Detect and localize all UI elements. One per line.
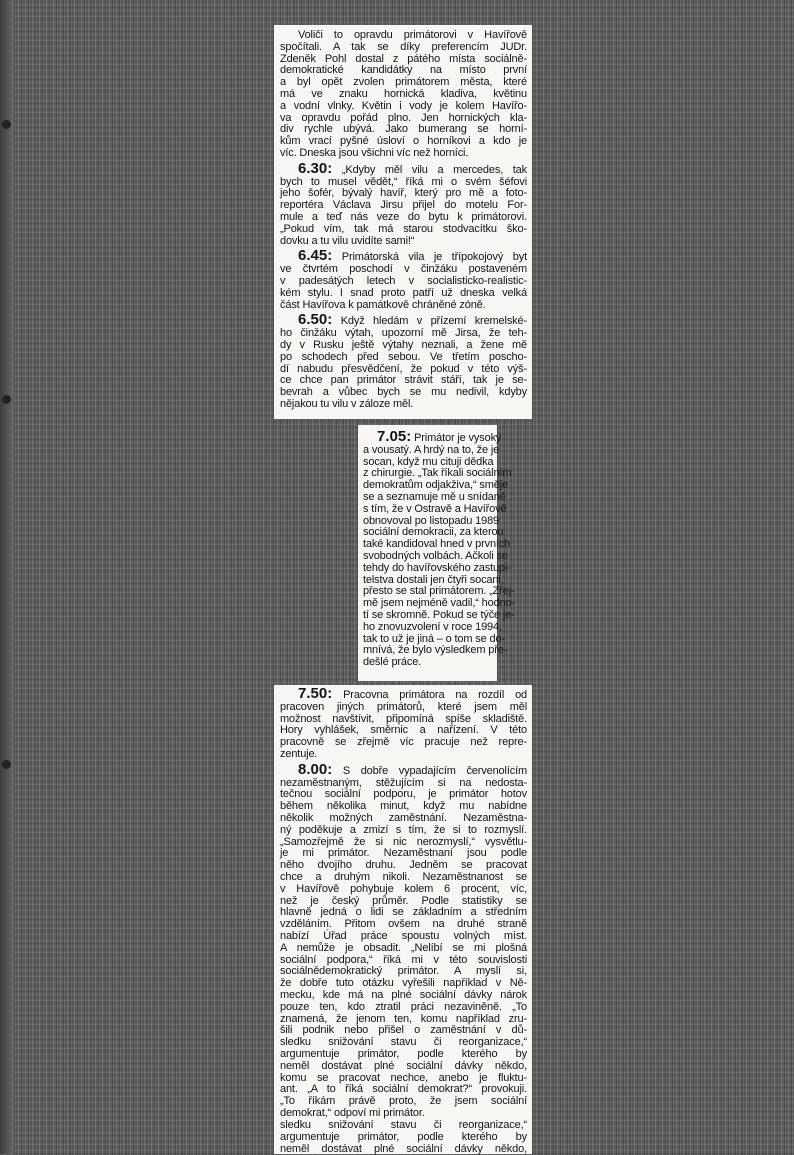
text-line: víc. Dneska jsou všichni víc než horníci. bbox=[280, 146, 469, 159]
text-line: také kandidoval hned v prvních bbox=[363, 538, 511, 551]
text-line: vzděláním. Přitom ovšem na druhé straně bbox=[280, 918, 527, 931]
text-line: a vodní vlnky. Květin i vody je kolem Havířo- bbox=[280, 99, 527, 112]
text-line: a byl opět zvolen primátorem města, které bbox=[280, 76, 527, 89]
text-line: z chirurgie. „Tak říkali sociálním bbox=[363, 467, 512, 480]
text-line: pracovně se zřejmě víc pracuje než repre- bbox=[280, 736, 527, 749]
text-line: v Havířově pohybuje kolem 6 procent, víc, bbox=[280, 882, 527, 895]
text-line: ho činžáku výtah, upozorní mě Jirsa, že teh- bbox=[280, 327, 527, 340]
text-line: Zdeněk Pohl dostal z pátého místa sociálně- bbox=[280, 52, 527, 65]
text-line: sledku snižování stavu či reorganizace,“ bbox=[280, 1036, 527, 1049]
text-line: reportéra Václava Jirsu přijel do motelu For- bbox=[280, 199, 527, 212]
article-paragraph bbox=[280, 685, 528, 761]
text-line: tí se skromně. Pokud se týče je- bbox=[363, 608, 515, 621]
text-line: po schodech před sebou. Ve třetím poscho- bbox=[280, 350, 527, 363]
binder-hole bbox=[2, 760, 11, 769]
text-line: svobodných volbách. Ačkoli se bbox=[363, 549, 508, 562]
text-line: během několika minut, když mu nabídne bbox=[280, 800, 527, 813]
text-line: tehdy do havířovského zastupi- bbox=[363, 561, 511, 574]
page-binding-edge bbox=[0, 0, 14, 1154]
text-line: než je český průměr. Podle statistiky se bbox=[280, 894, 527, 907]
text-line: nabízí Úřad práce spoustu volných míst. bbox=[280, 929, 527, 942]
article-paragraph bbox=[363, 428, 516, 669]
text-line: sledku snižování stavu či reorganizace,“ bbox=[280, 1119, 527, 1131]
text-line bbox=[363, 428, 502, 445]
text-line: mecku, kde má na plné sociální dávky nárok bbox=[280, 988, 527, 1001]
text-line: něho dvojího druhu. Jedněm se pracovat bbox=[280, 859, 527, 872]
text-line: ho znovuzvolení v roce 1994, bbox=[363, 620, 502, 633]
text-line: demokrat,“ odpoví mi primátor. bbox=[280, 1106, 425, 1119]
time-heading: 8.00: bbox=[298, 760, 333, 778]
text-line: šili podnik nebo přišel o zaměstnání v dů- bbox=[280, 1024, 527, 1037]
article-paragraph bbox=[280, 30, 527, 160]
text-line: kém stylu. I snad proto patří už dneska velká bbox=[280, 286, 527, 299]
text-line-content: Primátorská vila je třípokojový byt bbox=[341, 251, 528, 264]
text-line: A nemůže je obsadit. „Nelíbí se mi plošná bbox=[280, 941, 527, 954]
text-line: chce a druhým nikoli. Nezaměstnanost se bbox=[280, 870, 527, 883]
newspaper-clipping-2 bbox=[358, 425, 516, 681]
article-paragraph bbox=[280, 311, 527, 410]
text-line: neměl dostávat plné sociální dávky někdo, bbox=[280, 1059, 527, 1072]
text-line: argumentuje primátor, podle kterého by bbox=[280, 1047, 527, 1060]
text-line: nezaměstnaným, stěžujícím si na nedosta- bbox=[280, 776, 527, 789]
text-line: telstva dostali jen čtyři socani, bbox=[363, 573, 504, 586]
text-line: dí nabudu přesvědčení, že pokud v této výš- bbox=[280, 362, 527, 375]
text-line: ce chce pan primátor strávit stáří, tak je se- bbox=[280, 374, 527, 387]
text-line: tak to už je jiná – o tom se do- bbox=[363, 632, 505, 645]
newspaper-clipping-fragment bbox=[274, 1120, 532, 1154]
text-line: spočítali. A tak se díky preferencím JUDr. bbox=[280, 40, 527, 53]
newspaper-clipping-3 bbox=[274, 685, 532, 1122]
text-line: je mi primátor. Nezaměstnaní jsou podle bbox=[280, 847, 527, 860]
text-line: dy v Rusku ještě výtahy neznali, a žene mě bbox=[280, 338, 527, 351]
text-line: va opravdu pořád plno. Jen hornických kla- bbox=[280, 111, 527, 124]
text-line: a vousatý. A hrdý na to, že je bbox=[363, 443, 500, 456]
text-line: bych to musel vědět,“ říká mi o svém šéfovi bbox=[280, 175, 527, 188]
text-line bbox=[280, 760, 527, 778]
text-line bbox=[280, 685, 528, 702]
text-line: „Pokud vím, tak má starou stodvacítku ško- bbox=[280, 222, 527, 235]
text-line: neměl dostávat plné sociální dávky někdo, bbox=[280, 1142, 527, 1155]
time-heading: 6.30: bbox=[298, 159, 333, 177]
text-line: přesto se stal primátorem. „Zřej- bbox=[363, 585, 515, 598]
article-paragraph bbox=[280, 760, 527, 1120]
newspaper-clipping-1 bbox=[274, 25, 532, 419]
text-line: sociální demokracii, za kterou bbox=[363, 526, 504, 539]
text-line: s tím, že v Ostravě a Havířově bbox=[363, 502, 507, 515]
text-line: dešlé práce. bbox=[363, 656, 422, 669]
text-line bbox=[280, 159, 527, 177]
text-line: ve čtvrtém poschodí v činžáku postaveném bbox=[280, 263, 527, 276]
time-heading: 7.50: bbox=[298, 685, 333, 702]
text-line: hlavně jedná o lidi se základním a středním bbox=[280, 906, 527, 919]
text-line: mě jsem nejméně vadil,“ hodno- bbox=[363, 597, 516, 610]
text-line: sociálnědemokratický primátor. A myslí si, bbox=[280, 965, 527, 978]
text-line: že dobře tuto otázku vyřešili například v Ně- bbox=[280, 977, 527, 990]
text-line: znamená, že jenom ten, komu například zru- bbox=[280, 1012, 527, 1025]
text-line: komu se pracovat nechce, anebo je fluktu- bbox=[280, 1071, 527, 1084]
text-line: kům vrací pyšné úsloví o horníkovi a kdo je bbox=[280, 135, 527, 148]
text-line: zentuje. bbox=[280, 747, 318, 760]
time-heading: 6.45: bbox=[298, 247, 333, 265]
text-line: sociální podpora,“ říká mi v této souvislosti bbox=[280, 953, 527, 966]
text-line: ný poděkuje a zmizí s tím, že si to rozmyslí. bbox=[280, 823, 527, 836]
text-line: socan, když mu cituji dědka bbox=[363, 455, 494, 468]
text-line: mule a teď nás veze do bytu k primátorovi. bbox=[280, 210, 527, 223]
text-line: argumentuje primátor, podle kterého by bbox=[280, 1130, 527, 1143]
text-line: mnívá, že bylo výsledkem pře- bbox=[363, 644, 508, 657]
text-line: část Havířova k památkově chráněné zóně. bbox=[280, 298, 486, 311]
text-line: div rychle ubývá. Jako bumerang se horní- bbox=[280, 123, 527, 136]
text-line: Voliči to opravdu primátorovi v Havířově bbox=[298, 29, 527, 41]
text-line-content: S dobře vypadajícím červenolícím bbox=[342, 764, 527, 777]
text-line: pouze ten, kdo ztratil práci nezaviněně. „To bbox=[280, 1000, 527, 1013]
text-line bbox=[280, 311, 527, 329]
text-line: možnost navštívit, připomíná spíše skladiště. bbox=[280, 712, 527, 725]
text-line: Hory vyhlášek, směrnic a nařízení. V této bbox=[280, 724, 527, 737]
text-line-content: „Kdyby měl vilu a mercedes, tak bbox=[341, 163, 527, 176]
binder-hole bbox=[2, 395, 11, 404]
text-line: jeho šofér, bývalý havíř, který pro mě a foto- bbox=[280, 187, 527, 200]
text-line: „Samozřejmě že si nic nerozmyslí,“ vysvětlu- bbox=[280, 835, 527, 848]
article-paragraph bbox=[280, 1120, 527, 1155]
binder-hole bbox=[2, 120, 11, 129]
text-line: ant. „A to říká sociální demokrat?“ provokuji. bbox=[280, 1083, 527, 1096]
article-paragraph bbox=[280, 159, 527, 248]
text-line-content: Když hledám v přízemí kremelské- bbox=[340, 315, 527, 328]
text-line: nějakou tu vilu v záloze měl. bbox=[280, 397, 414, 410]
text-line bbox=[280, 247, 528, 265]
text-line: pracoven jiných primátorů, které jsem měl bbox=[280, 700, 527, 713]
time-heading: 7.05: bbox=[377, 428, 412, 445]
text-line: demokratické kandidátky na místo první bbox=[280, 64, 527, 77]
time-heading: 6.50: bbox=[298, 311, 333, 329]
article-paragraph bbox=[280, 247, 528, 311]
text-line: demokratům odjakživa,“ směje bbox=[363, 479, 508, 492]
text-line: dovku a tu vilu uvidíte sami!“ bbox=[280, 234, 415, 247]
text-line: se a seznamuje mě u snídaně bbox=[363, 490, 506, 503]
text-line: bevrah a vůbec bych se mu nedivil, kdyby bbox=[280, 386, 527, 399]
text-line: obnovoval po listopadu 1989 bbox=[363, 514, 500, 527]
text-line: tečnou sociální podporu, je primátor hotov bbox=[280, 788, 527, 801]
text-line-content: Primátor je vysoký bbox=[414, 432, 502, 444]
text-line: „To říkám právě proto, že jsem sociální bbox=[280, 1095, 527, 1108]
text-line-content: Pracovna primátora na rozdíl od bbox=[343, 689, 528, 701]
text-line: má ve znaku hornická kladiva, květinu bbox=[280, 87, 527, 100]
text-line: v padesátých letech v socialisticko-realistic- bbox=[280, 274, 527, 287]
text-line: několik možných zaměstnání. Nezaměstna- bbox=[280, 811, 527, 824]
